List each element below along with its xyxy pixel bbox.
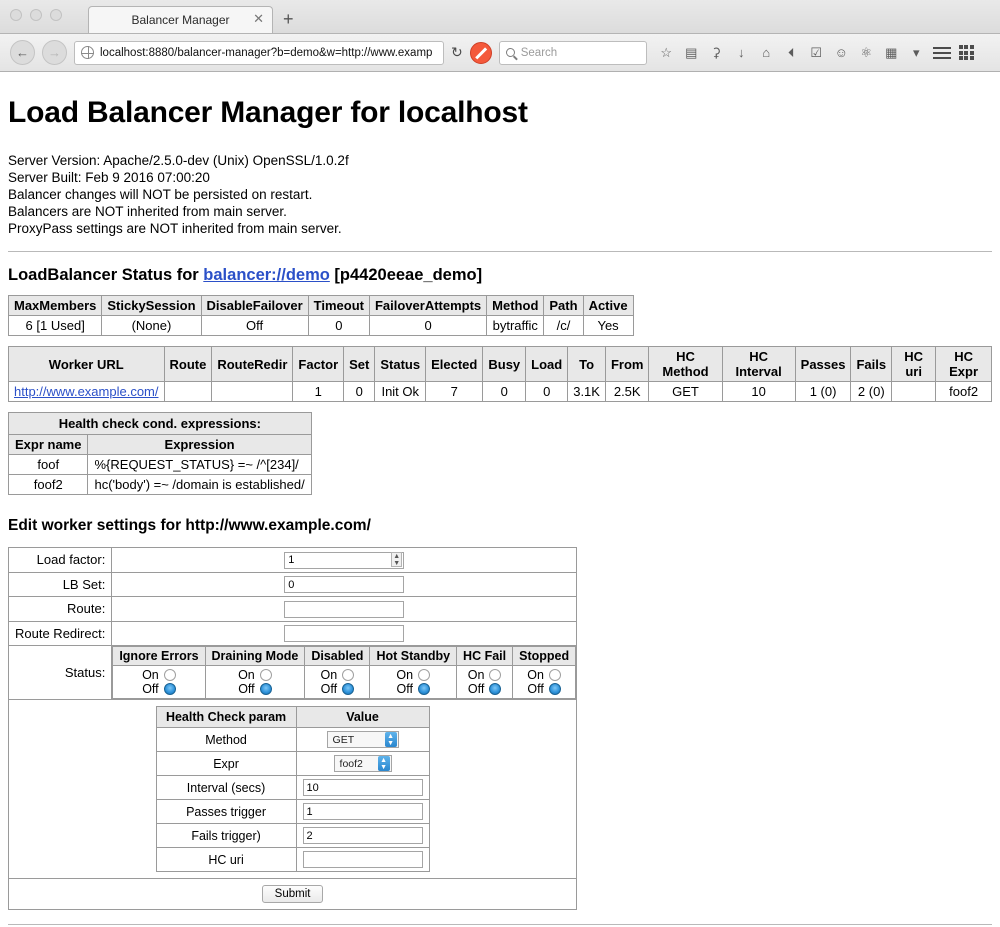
balancer-status-table <box>8 295 634 336</box>
health-check-cell <box>9 700 577 879</box>
td-active: Yes <box>583 316 633 336</box>
draining-mode-on-radio[interactable] <box>260 669 272 681</box>
star-icon[interactable]: ☆ <box>660 44 673 60</box>
hc-passes-input[interactable] <box>303 803 423 820</box>
table-header-row <box>156 707 429 728</box>
th-draining-mode: Draining Mode <box>205 647 305 666</box>
home-icon[interactable]: ⌂ <box>762 45 771 60</box>
th-route: Route <box>164 347 212 382</box>
hc-fails-input[interactable] <box>303 827 423 844</box>
td-draining-mode <box>205 666 305 699</box>
hc-expressions-caption: Health check cond. expressions: <box>8 412 312 434</box>
close-icon[interactable]: ✕ <box>253 11 264 26</box>
hot-standby-off-radio[interactable] <box>418 683 430 695</box>
td-elected: 7 <box>426 382 483 402</box>
td-factor: 1 <box>293 382 344 402</box>
hc-param-interval-label: Interval (secs) <box>156 776 296 800</box>
table-header-row <box>9 347 992 382</box>
off-label: Off <box>467 682 485 696</box>
load-factor-label: Load factor: <box>9 548 112 573</box>
draining-mode-off-row[interactable] <box>212 682 299 696</box>
table-row <box>9 382 992 402</box>
disabled-off-row[interactable] <box>311 682 363 696</box>
th-worker-url: Worker URL <box>9 347 165 382</box>
hc-fail-on-row[interactable] <box>463 668 506 682</box>
th-load: Load <box>526 347 568 382</box>
td-hc-method: GET <box>649 382 722 402</box>
hc-param-interval-cell <box>296 776 429 800</box>
draining-mode-off-radio[interactable] <box>260 683 272 695</box>
worker-settings-form <box>8 547 577 910</box>
td-passes: 1 (0) <box>795 382 851 402</box>
plus-icon[interactable]: + <box>283 9 294 29</box>
form-row-health-check <box>9 700 577 879</box>
th-hc-value: Value <box>296 707 429 728</box>
minimize-window-button[interactable] <box>30 9 42 21</box>
th-hc-expr: HC Expr <box>936 347 992 382</box>
td-hot-standby <box>370 666 457 699</box>
hc-expressions-table <box>8 412 312 495</box>
search-icon <box>506 48 515 57</box>
off-label: Off <box>527 682 544 696</box>
td-to: 3.1K <box>568 382 606 402</box>
page-title: Load Balancer Manager for localhost <box>8 96 528 129</box>
th-active: Active <box>583 296 633 316</box>
th-timeout: Timeout <box>308 296 369 316</box>
th-to: To <box>568 347 606 382</box>
hc-method-select[interactable] <box>327 731 399 748</box>
form-row-status <box>9 646 577 700</box>
hc-param-passes-label: Passes trigger <box>156 800 296 824</box>
page-content <box>0 72 1000 925</box>
hot-standby-on-radio[interactable] <box>418 669 430 681</box>
draining-mode-on-row[interactable] <box>212 668 299 682</box>
extension-icon[interactable]: ⚛ <box>860 44 873 60</box>
download-icon[interactable]: ↓ <box>737 45 745 60</box>
chevron-down-icon[interactable]: ▾ <box>912 44 920 60</box>
library-icon[interactable]: ▦ <box>885 44 898 60</box>
maximize-window-button[interactable] <box>50 9 62 21</box>
table-row <box>156 728 429 752</box>
th-from: From <box>605 347 649 382</box>
th-fails: Fails <box>851 347 892 382</box>
submit-cell <box>9 879 577 910</box>
status-cell <box>112 646 577 700</box>
forward-arrow-icon[interactable]: → <box>42 40 67 65</box>
form-row-route-redirect <box>9 621 577 646</box>
worker-table <box>8 346 992 402</box>
td-stopped <box>513 666 576 699</box>
balancer-heading <box>8 266 992 285</box>
th-set: Set <box>344 347 375 382</box>
chevron-updown-icon: ▲ ▼ <box>378 756 390 771</box>
tab-balancer-manager[interactable] <box>88 6 273 33</box>
th-factor: Factor <box>293 347 344 382</box>
route-field-cell <box>112 597 577 622</box>
ignore-errors-off-row[interactable] <box>119 682 198 696</box>
pocket-icon[interactable]: ☑ <box>810 44 823 60</box>
td-routeredir <box>212 382 293 402</box>
balancer-heading-suffix: [p4420eeae_demo] <box>329 266 483 284</box>
th-expression: Expression <box>88 435 311 455</box>
navigation-toolbar <box>0 34 1000 72</box>
table-row <box>156 752 429 776</box>
hc-param-expr-cell <box>296 752 429 776</box>
hc-param-passes-cell <box>296 800 429 824</box>
td-worker-url <box>9 382 165 402</box>
th-expr-name: Expr name <box>9 435 88 455</box>
inherit-note: Balancers are NOT inherited from main server. <box>8 204 287 219</box>
stopped-off-radio[interactable] <box>549 683 561 695</box>
td-fails: 2 (0) <box>851 382 892 402</box>
hot-standby-off-row[interactable] <box>376 682 450 696</box>
search-input[interactable] <box>499 41 647 65</box>
td-expression-foof: %{REQUEST_STATUS} =~ /^[234]/ <box>88 455 311 475</box>
route-redirect-label: Route Redirect: <box>9 621 112 646</box>
form-row-lb-set <box>9 572 577 597</box>
td-route <box>164 382 212 402</box>
disabled-on-radio[interactable] <box>342 669 354 681</box>
th-maxmembers: MaxMembers <box>9 296 102 316</box>
th-status: Status <box>375 347 426 382</box>
td-hc-interval: 10 <box>722 382 795 402</box>
submit-button[interactable] <box>262 885 324 903</box>
back-arrow-icon[interactable]: ← <box>10 40 35 65</box>
off-label: Off <box>320 682 338 696</box>
route-redirect-field-cell <box>112 621 577 646</box>
th-hc-interval: HC Interval <box>722 347 795 382</box>
ignore-errors-off-radio[interactable] <box>164 683 176 695</box>
th-routeredir: RouteRedir <box>212 347 293 382</box>
on-label: On <box>320 668 338 682</box>
th-passes: Passes <box>795 347 851 382</box>
th-elected: Elected <box>426 347 483 382</box>
hc-interval-input[interactable] <box>303 779 423 796</box>
th-busy: Busy <box>483 347 526 382</box>
toolbar-icons <box>658 44 974 61</box>
form-row-submit <box>9 879 577 910</box>
table-row <box>9 316 634 336</box>
hc-expr-select[interactable] <box>334 755 392 772</box>
td-expr-name-foof2: foof2 <box>9 475 88 495</box>
td-hc-uri <box>892 382 936 402</box>
proxypass-note: ProxyPass settings are NOT inherited from main server. <box>8 221 342 236</box>
th-stickysession: StickySession <box>102 296 201 316</box>
balancer-heading-prefix: LoadBalancer Status for <box>8 266 204 284</box>
stopped-off-row[interactable] <box>519 682 569 696</box>
td-load: 0 <box>526 382 568 402</box>
th-ignore-errors: Ignore Errors <box>113 647 205 666</box>
shield-icon[interactable]: ⚳ <box>711 44 721 60</box>
td-path: /c/ <box>544 316 583 336</box>
table-row <box>9 475 312 495</box>
hc-param-fails-label: Fails trigger) <box>156 824 296 848</box>
th-disabled: Disabled <box>305 647 370 666</box>
td-disablefailover: Off <box>201 316 308 336</box>
on-label: On <box>142 668 159 682</box>
hc-fail-on-radio[interactable] <box>489 669 501 681</box>
server-info <box>8 152 992 237</box>
th-disablefailover: DisableFailover <box>201 296 308 316</box>
hc-param-uri-label: HC uri <box>156 848 296 872</box>
table-row <box>156 848 429 872</box>
table-row <box>9 455 312 475</box>
lb-set-input[interactable] <box>284 576 404 593</box>
balancer-link[interactable]: balancer://demo <box>203 266 330 284</box>
hot-standby-on-row[interactable] <box>376 668 450 682</box>
td-disabled <box>305 666 370 699</box>
url-text: localhost:8880/balancer-manager?b=demo&w=http://www.examp <box>100 46 433 59</box>
ignore-errors-on-radio[interactable] <box>164 669 176 681</box>
on-label: On <box>467 668 485 682</box>
th-failoverattempts: FailoverAttempts <box>369 296 486 316</box>
route-label: Route: <box>9 597 112 622</box>
route-input[interactable] <box>284 601 404 618</box>
bottom-divider <box>8 924 992 925</box>
divider <box>8 251 992 252</box>
hc-param-uri-cell <box>296 848 429 872</box>
th-hc-uri: HC uri <box>892 347 936 382</box>
health-check-params-table <box>156 706 430 872</box>
td-hc-fail <box>457 666 513 699</box>
hc-expr-value: foof2 <box>339 757 363 770</box>
address-bar[interactable] <box>74 41 444 65</box>
hc-param-expr-label: Expr <box>156 752 296 776</box>
th-hot-standby: Hot Standby <box>370 647 457 666</box>
no-entry-icon[interactable] <box>470 42 492 64</box>
table-row <box>113 666 576 699</box>
td-maxmembers: 6 [1 Used] <box>9 316 102 336</box>
stopped-on-row[interactable] <box>519 668 569 682</box>
window-controls[interactable] <box>10 9 62 21</box>
hc-method-value: GET <box>332 733 355 746</box>
disabled-off-radio[interactable] <box>342 683 354 695</box>
td-stickysession: (None) <box>102 316 201 336</box>
server-built: Server Built: Feb 9 2016 07:00:20 <box>8 170 210 185</box>
edit-worker-heading: Edit worker settings for http://www.example.com/ <box>8 517 371 534</box>
table-header-row <box>9 296 634 316</box>
table-row <box>156 776 429 800</box>
send-icon[interactable]: ⏴ <box>787 44 795 60</box>
tab-bar <box>0 0 1000 34</box>
td-set: 0 <box>344 382 375 402</box>
th-stopped: Stopped <box>513 647 576 666</box>
close-window-button[interactable] <box>10 9 22 21</box>
load-factor-field-cell <box>112 548 577 573</box>
th-hc-method: HC Method <box>649 347 722 382</box>
off-label: Off <box>238 682 255 696</box>
form-row-route <box>9 597 577 622</box>
server-version: Server Version: Apache/2.5.0-dev (Unix) OpenSSL/1.0.2f <box>8 153 349 168</box>
off-label: Off <box>396 682 413 696</box>
td-expression-foof2: hc('body') =~ /domain is established/ <box>88 475 311 495</box>
lb-set-field-cell <box>112 572 577 597</box>
on-label: On <box>396 668 414 682</box>
table-row <box>156 800 429 824</box>
worker-url-link[interactable]: http://www.example.com/ <box>14 384 159 399</box>
load-factor-input[interactable] <box>284 552 404 569</box>
reload-icon[interactable]: ↻ <box>451 44 463 60</box>
off-label: Off <box>142 682 159 696</box>
persist-note: Balancer changes will NOT be persisted on restart. <box>8 187 313 202</box>
th-path: Path <box>544 296 583 316</box>
reader-icon[interactable]: ▤ <box>685 44 698 60</box>
hc-fail-off-radio[interactable] <box>489 683 501 695</box>
ignore-errors-on-row[interactable] <box>119 668 198 682</box>
td-status: Init Ok <box>375 382 426 402</box>
td-expr-name-foof: foof <box>9 455 88 475</box>
search-placeholder: Search <box>520 46 558 59</box>
td-from: 2.5K <box>605 382 649 402</box>
disabled-on-row[interactable] <box>311 668 363 682</box>
status-options-table <box>112 646 576 699</box>
status-label: Status: <box>9 646 112 700</box>
grid-apps-icon[interactable] <box>959 45 974 60</box>
on-label: On <box>238 668 255 682</box>
table-header-row <box>9 435 312 455</box>
globe-icon <box>81 46 94 59</box>
hc-uri-input[interactable] <box>303 851 423 868</box>
hc-param-fails-cell <box>296 824 429 848</box>
route-redirect-input[interactable] <box>284 625 404 642</box>
smiley-icon[interactable]: ☺ <box>834 45 848 60</box>
hc-param-method-cell <box>296 728 429 752</box>
th-hc-param: Health Check param <box>156 707 296 728</box>
form-row-load-factor <box>9 548 577 573</box>
hamburger-menu-icon[interactable] <box>933 47 951 59</box>
lb-set-label: LB Set: <box>9 572 112 597</box>
on-label: On <box>527 668 544 682</box>
td-timeout: 0 <box>308 316 369 336</box>
td-hc-expr: foof2 <box>936 382 992 402</box>
table-row <box>156 824 429 848</box>
th-method: Method <box>487 296 544 316</box>
td-failoverattempts: 0 <box>369 316 486 336</box>
stopped-on-radio[interactable] <box>549 669 561 681</box>
stepper-icon[interactable]: ▲ ▼ <box>391 552 402 567</box>
hc-param-method-label: Method <box>156 728 296 752</box>
td-busy: 0 <box>483 382 526 402</box>
chevron-updown-icon: ▲ ▼ <box>385 732 397 747</box>
td-method: bytraffic <box>487 316 544 336</box>
tab-label: Balancer Manager <box>131 13 230 27</box>
hc-fail-off-row[interactable] <box>463 682 506 696</box>
th-hc-fail: HC Fail <box>457 647 513 666</box>
table-header-row <box>113 647 576 666</box>
td-ignore-errors <box>113 666 205 699</box>
